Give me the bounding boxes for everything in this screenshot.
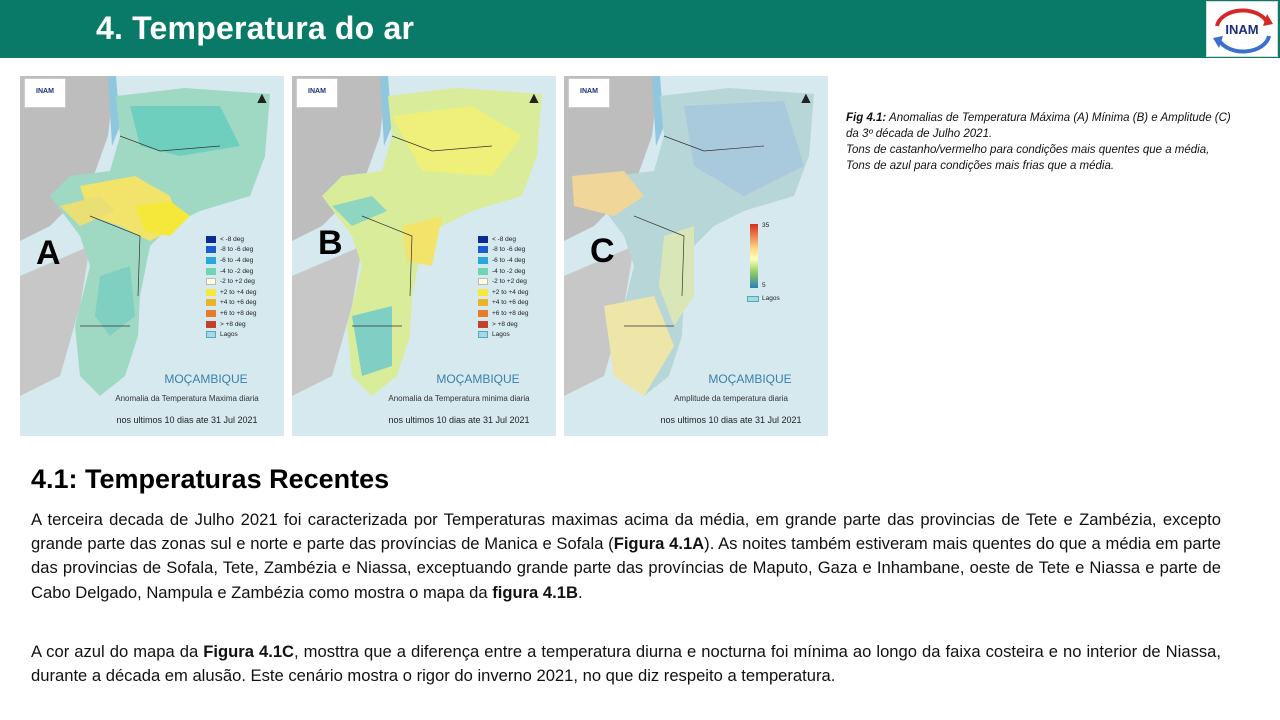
caption-line-1: Anomalias de Temperatura Máxima (A) Mínima (B) e Amplitude (C) da 3º década de Julho 2021. [846,112,1231,140]
legend-item: -6 to -4 deg [206,255,257,266]
paragraph-1: A terceira decada de Julho 2021 foi caracterizada por Temperaturas maximas acima da média, em grande parte das provincias de Tete e Zambézia, excepto grande parte das zonas sul e norte e parte das províncias de Manica e Sofala (Figura 4.1A). As noites também estiveram mais quentes do que a média em parte das provincias de Sofala, Tete, Zambézia e Niassa, exceptuando grande parte das províncias de Maputo, Gaza e Inhambane, oeste de Tete e Niassa e parte de Cabo Delgado, Nampula e Zambézia como mostra o mapa da figura 4.1B. [31,510,1221,602]
inam-logo [1206,1,1278,57]
map-c-logo: INAM [568,78,610,108]
legend-item: -4 to -2 deg [206,266,257,277]
legend-item: > +8 deg [206,319,257,330]
figure-ref-4-1b: figura 4.1B [492,582,578,602]
map-c-subtitle: Amplitude da temperatura diaria [674,394,788,403]
map-c-colorbar [750,224,758,288]
map-b-country: MOÇAMBIQUE [436,372,520,386]
lakes-swatch [747,296,759,302]
caption-label: Fig 4.1: [846,112,887,124]
legend-item: Lagos [206,329,257,340]
map-a-subtitle: Anomalia da Temperatura Maxima diaria [115,394,259,403]
legend-item: Lagos [478,329,529,340]
figure-ref-4-1a: Figura 4.1A [613,534,705,554]
map-a-country: MOÇAMBIQUE [164,372,248,386]
legend-item: -2 to +2 deg [206,276,257,287]
section-heading: 4.1: Temperaturas Recentes [31,464,390,494]
caption-line-2: Tons de castanho/vermelho para condições mais quentes que a média, Tons de azul para condições mais frias que a média. [846,144,1210,172]
map-b-letter: B [318,224,343,262]
legend-item: < -8 deg [478,234,529,245]
colorbar-min-label: 5 [762,282,766,289]
legend-item: -8 to -6 deg [478,245,529,256]
legend-item: +4 to +6 deg [206,298,257,309]
legend-item: +2 to +4 deg [206,287,257,298]
lakes-label: Lagos [762,295,780,302]
legend-item: -8 to -6 deg [206,245,257,256]
colorbar-max-label: 35 [762,222,770,229]
legend-item: +6 to +8 deg [478,308,529,319]
logo-text: INAM [1225,22,1259,37]
map-c-date: nos ultimos 10 dias ate 31 Jul 2021 [660,415,802,425]
legend-item: +6 to +8 deg [206,308,257,319]
legend-item: +4 to +6 deg [478,298,529,309]
legend-item: -2 to +2 deg [478,276,529,287]
map-b-legend [478,234,529,340]
figure-caption [846,110,1236,174]
map-panel-c [564,76,828,436]
map-a-legend [206,234,257,340]
legend-item: -4 to -2 deg [478,266,529,277]
map-c-country: MOÇAMBIQUE [708,372,792,386]
north-arrow-icon: ▲ [798,90,814,107]
title-bar [0,0,1280,58]
figure-ref-4-1c: Figura 4.1C [203,642,295,661]
north-arrow-icon: ▲ [526,90,542,107]
north-arrow-icon: ▲ [254,90,270,107]
legend-item: -6 to -4 deg [478,255,529,266]
map-b-date: nos ultimos 10 dias ate 31 Jul 2021 [388,415,530,425]
map-panel-a [20,76,284,436]
map-c-letter: C [590,232,615,270]
map-panel-b [292,76,556,436]
map-a-letter: A [36,234,61,272]
legend-item: < -8 deg [206,234,257,245]
paragraph-2: A cor azul do mapa da Figura 4.1C, mosttra que a diferença entre a temperatura diurna e nocturna foi mínima ao longo da faixa costeira e no interior de Niassa, durante a década em alusão. Este cenário mostra o rigor do inverno 2021, no que diz respeito a temperatura. [31,642,1222,686]
map-a-logo: INAM [24,78,66,108]
legend-item: > +8 deg [478,319,529,330]
map-b-subtitle: Anomalia da Temperatura minima diaria [388,394,530,403]
page-title: 4. Temperatura do ar [96,10,415,46]
legend-item: +2 to +4 deg [478,287,529,298]
map-b-logo: INAM [296,78,338,108]
map-a-date: nos ultimos 10 dias ate 31 Jul 2021 [116,415,258,425]
